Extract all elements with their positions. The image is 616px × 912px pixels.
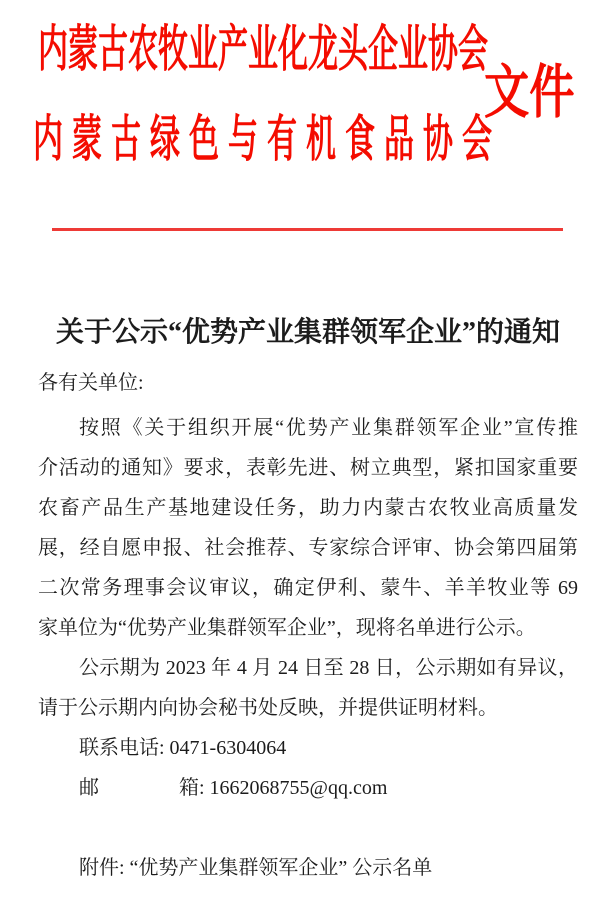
letterhead-org-name-line-2: 内蒙古绿色与有机食品协会	[33, 111, 502, 167]
notice-title: 关于公示“优势产业集群领军企业”的通知	[55, 317, 560, 348]
paragraph-1	[38, 408, 578, 648]
letterhead-doc-type-label: 文件	[484, 60, 575, 125]
contact-phone-line: 联系电话: 0471-6304064	[79, 737, 287, 759]
body-line: 请于公示期内向协会秘书处反映，并提供证明材料。	[38, 697, 498, 719]
letterhead-red-divider	[52, 228, 563, 231]
body-line: 家单位为“优势产业集群领军企业”，现将名单进行公示。	[38, 617, 536, 639]
letterhead-org-name-line-1: 内蒙古农牧业产业化龙头企业协会	[38, 21, 489, 77]
body-line: 农畜产品生产基地建设任务，助力内蒙古农牧业高质量发	[38, 497, 578, 519]
paragraph-2	[38, 648, 578, 728]
body-line: 展，经自愿申报、社会推荐、专家综合评审、协会第四届第	[38, 537, 578, 559]
body-line: 公示期为 2023 年 4 月 24 日至 28 日，公示期如有异议，	[79, 657, 578, 679]
attachment-line: 附件: “优势产业集群领军企业” 公示名单	[79, 857, 433, 879]
body-line: 二次常务理事会议审议，确定伊利、蒙牛、羊羊牧业等 69	[38, 577, 578, 599]
body-line: 介活动的通知》要求，表彰先进、树立典型，紧扣国家重要	[38, 457, 578, 479]
salutation: 各有关单位:	[38, 372, 144, 394]
body-line: 按照《关于组织开展“优势产业集群领军企业”宣传推	[79, 417, 578, 439]
contact-email-line: 邮 箱: 1662068755@qq.com	[79, 777, 388, 799]
